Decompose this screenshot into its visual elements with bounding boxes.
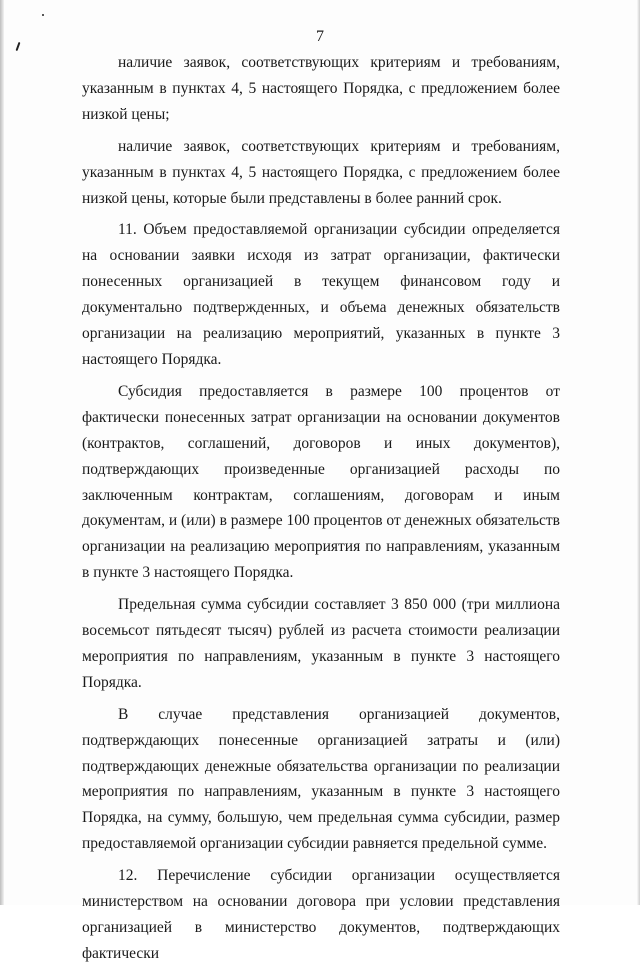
paragraph: 12. Перечисление субсидии организации осуществляется министерством на основании договора при условии представления организацией в министерство документов, подтверждающих фактически bbox=[82, 867, 560, 962]
paragraph: Предельная сумма субсидии составляет 3 850 000 (три миллиона восемьсот пятьдесят тысяч) рублей из расчета стоимости реализации мероприятия по направлениям, указанным в пункте 3 настоящего Порядка. bbox=[82, 596, 560, 691]
scan-edge-left bbox=[0, 0, 4, 905]
scan-speck bbox=[42, 14, 44, 16]
paragraph: Субсидия предоставляется в размере 100 процентов от фактически понесенных затрат организации на основании документов (контрактов, соглашений, договоров и иных документов), подтверждающих произведенные организацией расходы по заключенным контрактам, соглашениям, договорам и иным документам, и (или) в размере 100 процентов от денежных обязательств организации на реализацию мероприятия по направлениям, указанным в пункте 3 настоящего Порядка. bbox=[82, 382, 560, 582]
paragraph: наличие заявок, соответствующих критериям и требованиям, указанным в пунктах 4, 5 настоящего Порядка, с предложением более низкой цены, которые были представлены в более ранний срок. bbox=[82, 137, 560, 207]
paragraph: наличие заявок, соответствующих критериям и требованиям, указанным в пунктах 4, 5 настоящего Порядка, с предложением более низкой цены; bbox=[82, 54, 560, 123]
paragraph: В случае представления организацией документов, подтверждающих понесенные организацией затраты и (или) подтверждающих денежные обязательства организации по реализации мероприятия по направлениям, указанным в пункте 3 настоящего Порядка, на сумму, большую, чем предельная сумма субсидии, размер предоставляемой организации субсидии равняется предельной сумме. bbox=[82, 705, 560, 853]
document-body bbox=[82, 50, 560, 967]
paragraph: 11. Объем предоставляемой организации субсидии определяется на основании заявки исходя из затрат организации, фактически понесенных организацией в текущем финансовом году и документально подтвержденных, и объема денежных обязательств организации на реализацию мероприятий, указанных в пункте 3 настоящего Порядка. bbox=[82, 221, 560, 368]
page-number: 7 bbox=[316, 28, 324, 45]
